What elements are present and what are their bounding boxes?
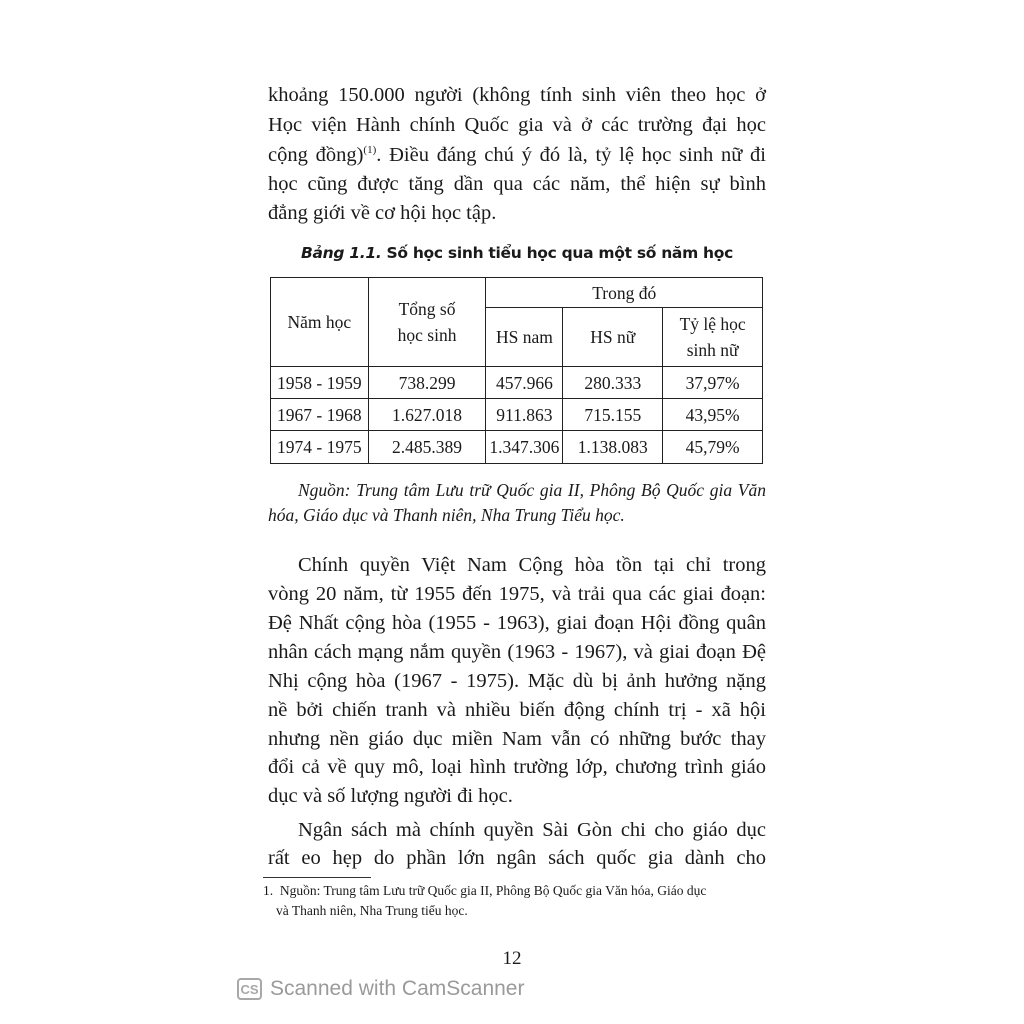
cell-female: 1.138.083	[563, 431, 663, 464]
text-line	[268, 143, 766, 167]
camscanner-watermark	[237, 977, 524, 1001]
cell-year: 1958 - 1959	[271, 367, 369, 399]
cell-year: 1967 - 1968	[271, 399, 369, 431]
cell-ratio: 45,79%	[663, 431, 763, 464]
text-line: rất eo hẹp do phần lớn ngân sách quốc gia dành cho	[268, 847, 766, 869]
text-line: Đệ Nhất cộng hòa (1955 - 1963), giai đoạn Hội đồng quân	[268, 612, 766, 634]
header-group: Trong đó	[486, 278, 763, 308]
text-line: Chính quyền Việt Nam Cộng hòa tồn tại chỉ trong	[298, 554, 766, 576]
header-total	[368, 278, 486, 367]
footnote-text: Nguồn: Trung tâm Lưu trữ Quốc gia II, Phông Bộ Quốc gia Văn hóa, Giáo dục	[279, 883, 707, 898]
header-male: HS nam	[486, 308, 563, 367]
cell-male: 1.347.306	[486, 431, 563, 464]
cell-year: 1974 - 1975	[271, 431, 369, 464]
watermark-text: Scanned with CamScanner	[270, 977, 525, 1000]
camscanner-logo-icon: CS	[237, 978, 262, 1000]
cell-male: 457.966	[486, 367, 563, 399]
cell-total: 2.485.389	[368, 431, 486, 464]
header-ratio-line: sinh nữ	[686, 340, 739, 360]
table-row	[271, 399, 763, 431]
students-table	[270, 277, 763, 464]
header-ratio-line: Tỷ lệ học	[679, 314, 746, 334]
footnote-number: 1.	[263, 883, 274, 898]
text-line: Nhị cộng hòa (1967 - 1975). Mặc dù bị ảnh hưởng nặng	[268, 670, 766, 692]
page-number: 12	[502, 948, 522, 969]
header-year: Năm học	[271, 278, 369, 367]
text-line: nhưng nền giáo dục miền Nam vẫn có những bước thay	[268, 728, 766, 750]
header-total-line: học sinh	[397, 325, 457, 345]
text-fragment: . Điều đáng chú ý đó là, tỷ lệ học sinh nữ đi	[376, 144, 766, 166]
source-line: hóa, Giáo dục và Thanh niên, Nha Trung Tiểu học.	[268, 505, 625, 525]
source-line: Nguồn: Trung tâm Lưu trữ Quốc gia II, Phông Bộ Quốc gia Văn	[298, 480, 766, 500]
text-line: học cũng được tăng dần qua các năm, thể hiện sự bình	[268, 173, 766, 195]
cell-female: 715.155	[563, 399, 663, 431]
header-female: HS nữ	[563, 308, 663, 367]
text-line: Học viện Hành chính Quốc gia và ở các trường đại học	[268, 114, 766, 136]
table-row	[271, 367, 763, 399]
text-line: đẳng giới về cơ hội học tập.	[268, 202, 497, 224]
table-caption	[268, 244, 766, 262]
footnote-line: và Thanh niên, Nha Trung tiểu học.	[276, 903, 468, 918]
header-ratio	[663, 308, 763, 367]
cell-total: 1.627.018	[368, 399, 486, 431]
text-fragment: cộng đồng)	[268, 144, 364, 166]
cell-female: 280.333	[563, 367, 663, 399]
text-line: Ngân sách mà chính quyền Sài Gòn chi cho giáo dục	[298, 819, 766, 841]
footnote-ref[interactable]: (1)	[363, 144, 377, 156]
text-line: khoảng 150.000 người (không tính sinh viên theo học ở	[268, 84, 766, 106]
cell-ratio: 43,95%	[663, 399, 763, 431]
cell-total: 738.299	[368, 367, 486, 399]
cell-ratio: 37,97%	[663, 367, 763, 399]
text-line: vòng 20 năm, từ 1955 đến 1975, và trải qua các giai đoạn:	[268, 583, 766, 605]
text-line: đổi cả về quy mô, loại hình trường lớp, chương trình giáo	[268, 756, 766, 778]
cell-male: 911.863	[486, 399, 563, 431]
text-line: dục và số lượng người đi học.	[268, 785, 513, 807]
text-line: nề bởi chiến tranh và nhiều biến động chính trị - xã hội	[268, 699, 766, 721]
footnote-line	[263, 881, 783, 901]
text-line: nhân cách mạng nắm quyền (1963 - 1967), và giai đoạn Đệ	[268, 641, 766, 663]
header-total-line: Tổng số	[398, 299, 456, 319]
table-caption-text: Số học sinh tiểu học qua một số năm học	[381, 244, 734, 262]
table-row	[271, 431, 763, 464]
footnote-divider	[263, 877, 371, 878]
table-caption-label: Bảng 1.1.	[300, 244, 382, 262]
